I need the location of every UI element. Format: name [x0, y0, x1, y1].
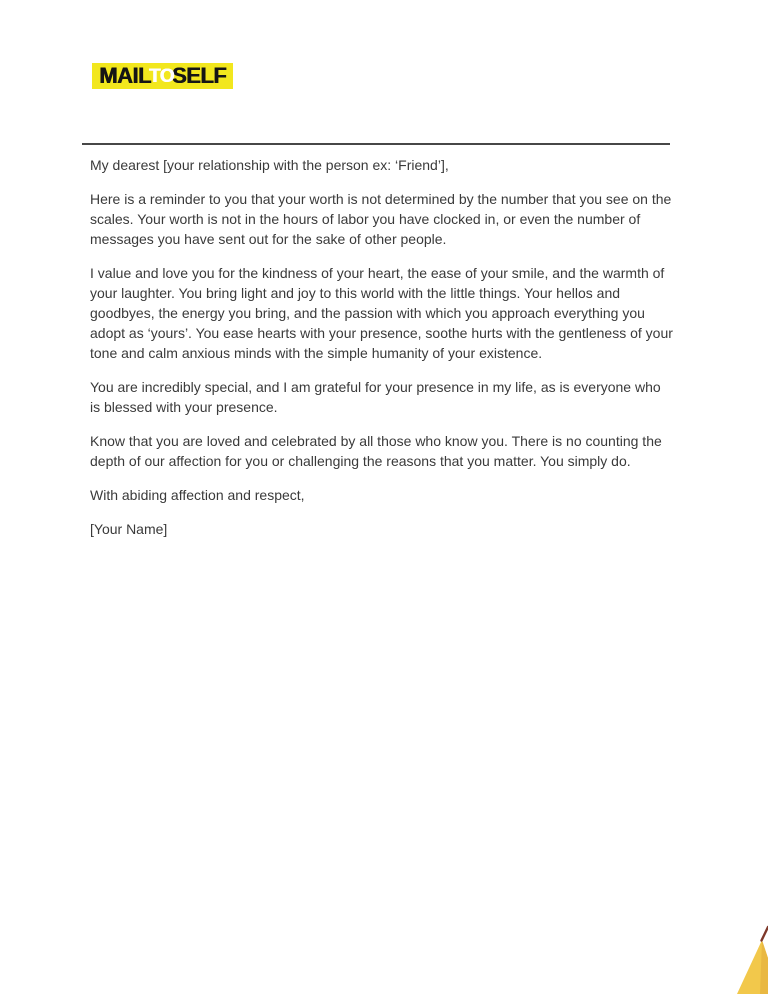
header-divider [82, 143, 670, 145]
corner-ribbon-edge-line [762, 927, 768, 941]
letter-paragraph-4: Know that you are loved and celebrated by all those who know you. There is no counting the depth of our affection for you or challenging the reasons that you matter. You simply do. [90, 433, 662, 469]
letter-paragraph-2: I value and love you for the kindness of your heart, the ease of your smile, and the warmth of your laughter. You bring light and joy to this world with the little things. Your hellos and goodbyes, the energy you bring, and the passion with which you approach everything you adopt as ‘yours’. You ease hearts with your presence, soothe hurts with the gentleness of your tone and calm anxious minds with the simple humanity of your existence. [90, 265, 673, 361]
letter-paragraph-1: Here is a reminder to you that your worth is not determined by the number that you see on the scales. Your worth is not in the hours of labor you have clocked in, or even the number of messages you have sent out for the sake of other people. [90, 191, 672, 247]
letter-body [90, 155, 674, 553]
corner-ribbon-decoration [708, 924, 768, 994]
mailtoself-logo [92, 63, 233, 89]
logo-text-mail: MAIL [99, 63, 151, 88]
logo-text-to: TO [148, 66, 174, 87]
letter-paragraph-3: You are incredibly special, and I am grateful for your presence in my life, as is everyone who is blessed with your presence. [90, 379, 661, 415]
signature-placeholder: [Your Name] [90, 521, 168, 537]
salutation-line: My dearest [your relationship with the person ex: ‘Friend’], [90, 157, 449, 173]
closing-line: With abiding affection and respect, [90, 487, 305, 503]
logo-text-self: SELF [171, 63, 227, 88]
